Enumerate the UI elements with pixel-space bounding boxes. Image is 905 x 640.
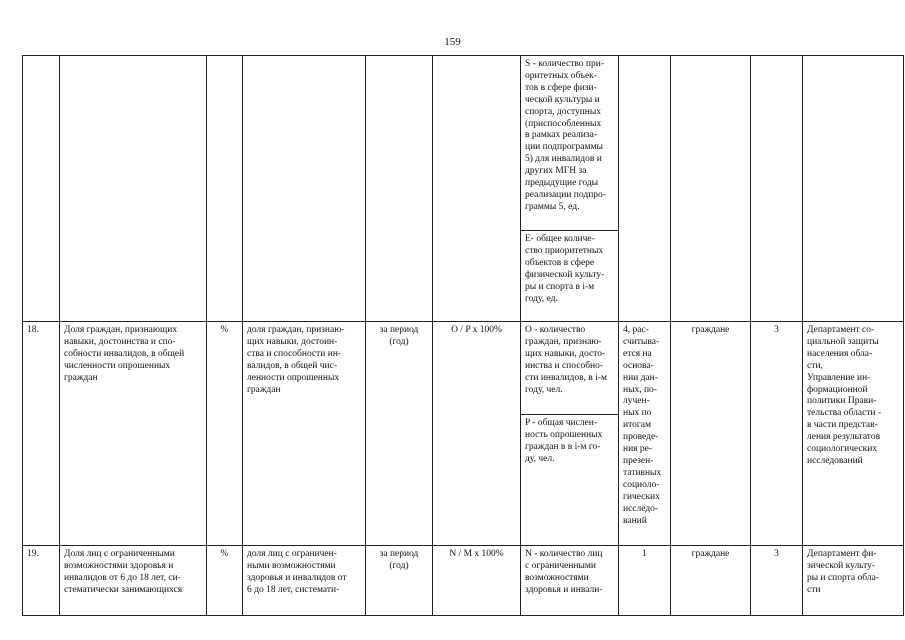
page-number: 159 [444, 36, 461, 48]
cell-empty [619, 56, 671, 322]
observation-object: граждане [671, 546, 751, 616]
table-row [23, 546, 904, 616]
cell-empty [23, 56, 60, 322]
cell-empty [751, 56, 803, 322]
indicator-definition: доля лиц с ограничен- ными возможностями здоровья и инвалидов от 6 до 18 лет, системати- [243, 546, 366, 616]
cell-empty [60, 56, 207, 322]
formula-variable-cell: P - общая числен- ность опрошенных граждан в в i-м го- ду, чел. [521, 415, 619, 546]
formula: O / P x 100% [433, 322, 521, 546]
cell-empty [433, 56, 521, 322]
coverage: 3 [751, 546, 803, 616]
row-number: 18. [23, 322, 60, 546]
row-number: 19. [23, 546, 60, 616]
unit-of-measure: % [207, 546, 243, 616]
cell-empty [207, 56, 243, 322]
unit-of-measure: % [207, 322, 243, 546]
cell-empty [243, 56, 366, 322]
cell-empty [671, 56, 751, 322]
time-period: за период (год) [366, 322, 433, 546]
table-row-continuation [23, 56, 904, 231]
formula-variable-cell: E- общее количе- ство приоритетных объектов в сфере физической культу- ры и спорта в i-м году, ед. [521, 231, 619, 322]
formula: N / M x 100% [433, 546, 521, 616]
observation-object: граждане [671, 322, 751, 546]
indicator-name: Доля граждан, признающих навыки, достоинства и спо- собности инвалидов, в общей численности опрошенных граждан [60, 322, 207, 546]
cell-empty [366, 56, 433, 322]
cell-empty [803, 56, 904, 322]
calculation-method: 4, рас- считыва- ется на основа- нии дан- ных, по- лучен- ных по итогам проведе- ния ре- презен- тативных социоло- гических исследо- ваний [619, 322, 671, 546]
calculation-method: 1 [619, 546, 671, 616]
table-row [23, 322, 904, 415]
formula-variable-cell: O - количество граждан, признаю- щих навыки, досто- инства и способно- сти инвалидов, в i-м году, чел. [521, 322, 619, 415]
responsible-body: Департамент со- циальной защиты населения обла- сти, Управление ин- формационной политики Прави- тельства области - в части представ- ления результатов социологических исследований [803, 322, 904, 546]
formula-variable-cell: N - количество лиц с ограниченными возможностями здоровья и инвали- [521, 546, 619, 616]
indicator-definition: доля граждан, признаю- щих навыки, достоин- ства и способности ин- валидов, в общей чис- ленности опрошенных граждан [243, 322, 366, 546]
formula-variable-cell: S - количество при- оритетных объек- тов в сфере физи- ческой культуры и спорта, доступных (приспособленных в рамках реализа- ции подпрограммы 5) для инвалидов и других МГН за предыдущие годы реализации подпро- граммы 5, ед. [521, 56, 619, 231]
indicator-table [22, 55, 904, 616]
indicator-name: Доля лиц с ограниченными возможностями здоровья и инвалидов от 6 до 18 лет, си- стематически занимающихся [60, 546, 207, 616]
coverage: 3 [751, 322, 803, 546]
time-period: за период (год) [366, 546, 433, 616]
responsible-body: Департамент фи- зической культу- ры и спорта обла- сти [803, 546, 904, 616]
